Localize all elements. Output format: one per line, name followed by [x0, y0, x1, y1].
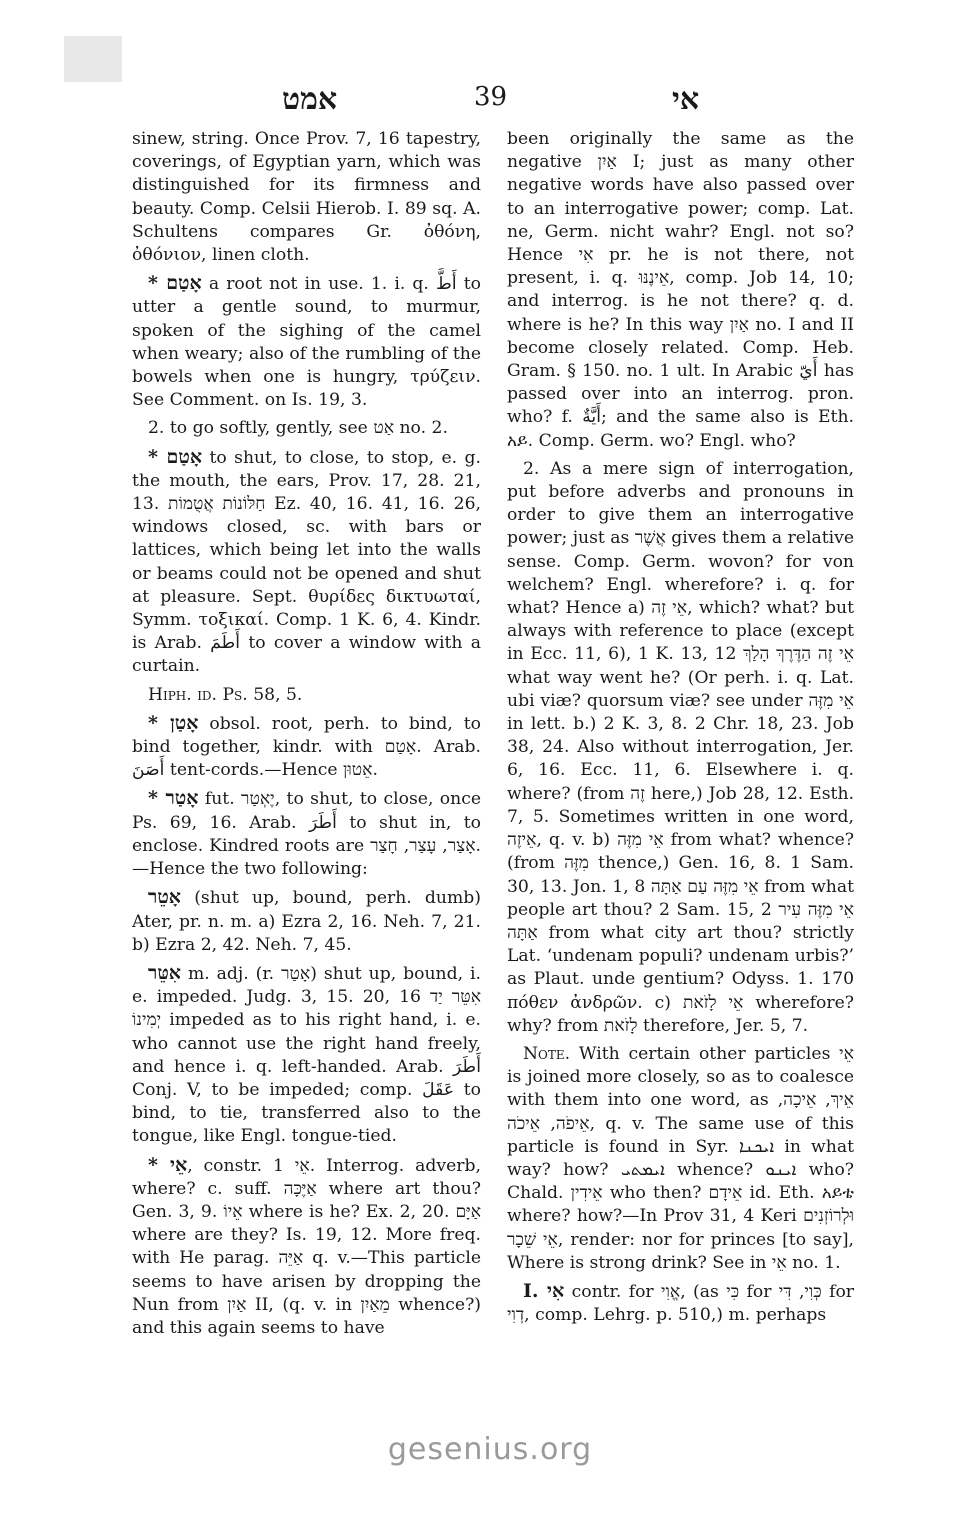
entry-text: sinew, string. Once Prov. 7, 16 tapestry, coverings, of Egyptian yarn, which was distinguished for its firmness and beauty. Comp. Celsii Hierob. I. 89 sq. A. Schultens compares Gr. ὀθόνη, ὀθόνιον, linen cloth.	[132, 129, 481, 266]
entry-lemma: * אָטַם	[148, 445, 203, 468]
entry	[132, 272, 481, 412]
entry-text: obsol. root, perh. to bind, to bind together, kindr. with אָטַם. Arab. أَصَنَ tent-cords.—Hence אֵטוּן.	[132, 713, 481, 781]
entry	[132, 417, 481, 440]
left-column	[132, 128, 481, 1340]
entry	[132, 1154, 481, 1341]
entry-text: Hiph. id. Ps. 58, 5.	[148, 684, 303, 705]
header-left-word: אמט	[282, 82, 338, 117]
header-right-word: אי	[672, 82, 700, 117]
entry-text: 2. to go softly, gently, see אַט no. 2.	[148, 418, 448, 439]
entry	[507, 1043, 854, 1275]
entry	[132, 712, 481, 783]
entry-lemma: I. אִי	[523, 1279, 565, 1302]
entry	[132, 962, 481, 1149]
entry-text: contr. for אֱוִי, (as כִּי for כְּוִי, דִּי for דְוִי, comp. Lehrg. p. 510,) m. perhaps	[507, 1281, 855, 1326]
entry	[507, 128, 854, 453]
entry-lemma: * אָטַם	[148, 272, 202, 295]
entry-text: been originally the same as the negative אַיִן I; just as many other negative words have also passed over to an interrogative power; comp. Lat. ne, Germ. nicht wahr? Engl. not so? Hence אִי pr. he is not there, not present, i. q. אֵינֶנּוּ, comp. Job 14, 10; and interrog. is he not there? q. d. where is he? In this way אַיִן no. I and II become closely related. Comp. Heb. Gram. § 150. no. 1 ult. In Arabic أَيّ has passed over into an interrog. pron. who? f. أَيَّةٌ; and the same also is Eth. አይ. Comp. Germ. wo? Engl. who?	[507, 129, 854, 451]
entry-text: fut. יֶאְטַר, to shut, to close, once Ps. 69, 16. Arab. أَطَرَ to shut in, to enclose. Kindred roots are אָצַר, עָצַר, חָצַר.—Hence the two following:	[132, 789, 482, 880]
scan-edge-shadow	[64, 36, 122, 82]
entry-text: to shut, to close, to stop, e. g. the mouth, the ears, Prov. 17, 28. 21, 13. חַלּוֹנוֹת אֲטֻמוֹת Ez. 40, 16. 41, 16. 26, windows closed, sc. with bars or lattices, which being let into the walls or beams could not be opened and shut at pleasure. Sept. θυρίδες δικτυωταί, Symm. τοξικαί. Comp. 1 K. 6, 4. Kindr. is Arab. أَطَمَ to cover a window with a curtain.	[132, 447, 481, 677]
entry-text: (shut up, bound, perh. dumb) Ater, pr. n. m. a) Ezra 2, 16. Neh. 7, 21. b) Ezra 2, 42. Neh. 7, 45.	[132, 888, 481, 955]
page-number: 39	[474, 82, 508, 112]
entry	[132, 446, 481, 679]
page-header	[132, 82, 852, 122]
entry	[132, 886, 481, 957]
entry-text: , constr. אֵי 1. Interrog. adverb, where? c. suff. אַיֶּכָּה where art thou? Gen. 3, 9. אֵיוֹ where is he? Ex. 2, 20. אַיָּם where are they? Is. 19, 12. More freq. with He parag. אַיֵּה q. v.—This particle seems to have arisen by dropping the Nun from אַיִן II, (q. v. in מֵאַיִן whence?) and this again seems to have	[132, 1155, 482, 1338]
entry-text: m. adj. (r. אָטַר) shut up, bound, i. e. impeded. Judg. 3, 15. 20, 16 אִטֵּר יַד יְמִינוֹ impeded as to his right hand, i. e. who cannot use the right hand freely, and hence i. q. left-handed. Arab. أَطَرَ Conj. V, to be impeded; comp. عَقَلَ to bind, to tie, transferred also to the tongue, like Engl. tongue-tied.	[132, 963, 482, 1147]
entry-lemma: Note.	[523, 1043, 571, 1064]
entry-text: a root not in use. 1. i. q. أَطَّ to utter a gentle sound, to murmur, spoken of the sighing of the camel when weary; also of the rumbling of the bowels when one is hungry, τρύζειν. See Comment. on Is. 19, 3.	[132, 274, 482, 411]
entry-lemma: * אָטַן	[148, 711, 199, 734]
entry	[507, 458, 854, 1038]
entry-text: With certain other particles אֵי is joined more closely, so as to coalesce with them into one word, as אֵיךְ, אֵיכָה, אֵיפֹה, אֵיכֹה, q. v. The same use of this particle is found in Syr. ܐܝܟܢܐ in what way? how? ܐܝܡܬܝ whence? ܐܝܢܘ who? Chald. אֵידִין who then? אֵידָם id. Eth. አይቴ where? how?—In Prov 31, 4 Keri וּלְרוֹזְנִים אֵי שֵׁכָר, render: nor for princes [to say], Where is strong drink? See in אֵי no. 1.	[507, 1043, 855, 1273]
entry	[132, 684, 481, 707]
site-watermark: gesenius.org	[387, 1432, 593, 1467]
entry-lemma: * אָטַר	[148, 787, 199, 810]
entry-lemma: אִטֵּר	[148, 961, 182, 984]
entry	[132, 787, 481, 881]
entry	[132, 128, 481, 267]
entry-lemma: אָטֵר	[148, 886, 182, 909]
entry	[507, 1280, 854, 1327]
right-column	[507, 128, 854, 1327]
entry-lemma: * אֵי	[148, 1153, 188, 1176]
entry-text: 2. As a mere sign of interrogation, put before adverbs and pronouns in order to give them an interrogative power; just as אֲשֶׁר gives them a relative sense. Comp. Germ. wovon? for von welchem? Engl. wherefore? i. q. for what? Hence a) אֵי זֶה, which? what? but always with reference to place (except in Ecc. 11, 6), 1 K. 13, 12 אֵי זֶה הַדֶּרֶךְ הָלַךְ what way went he? (Or perh. i. q. Lat. ubi viæ? quorsum viæ? see under אֵי מִזֶּה in lett. b.) 2 K. 3, 8. 2 Chr. 18, 23. Job 38, 24. Also without interrogation, Jer. 6, 16. Ecc. 11, 6. Elsewhere i. q. where? (from זֶה here,) Job 28, 12. Esth. 7, 5. Sometimes written in one word, אֵיזֶה, q. v. b) אֵי מִזֶּה from what? whence? (from מִזֶּה thence,) Gen. 16, 8. 1 Sam. 30, 13. Jon. 1, 8 אֵי מִזֶּה עַם אַתָּה from what people art thou? 2 Sam. 15, 2 אֵי מִזֶּה עִיר אַתָּה from what city art thou? strictly Lat. ‘undenam populi? undenam urbis?’ as Plaut. unde gentium? Odyss. 1. 170 πόθεν ἀνδρῶν. c) אֵי לָזֹאת wherefore? why? from לָזֹאת therefore, Jer. 5, 7.	[507, 458, 855, 1036]
